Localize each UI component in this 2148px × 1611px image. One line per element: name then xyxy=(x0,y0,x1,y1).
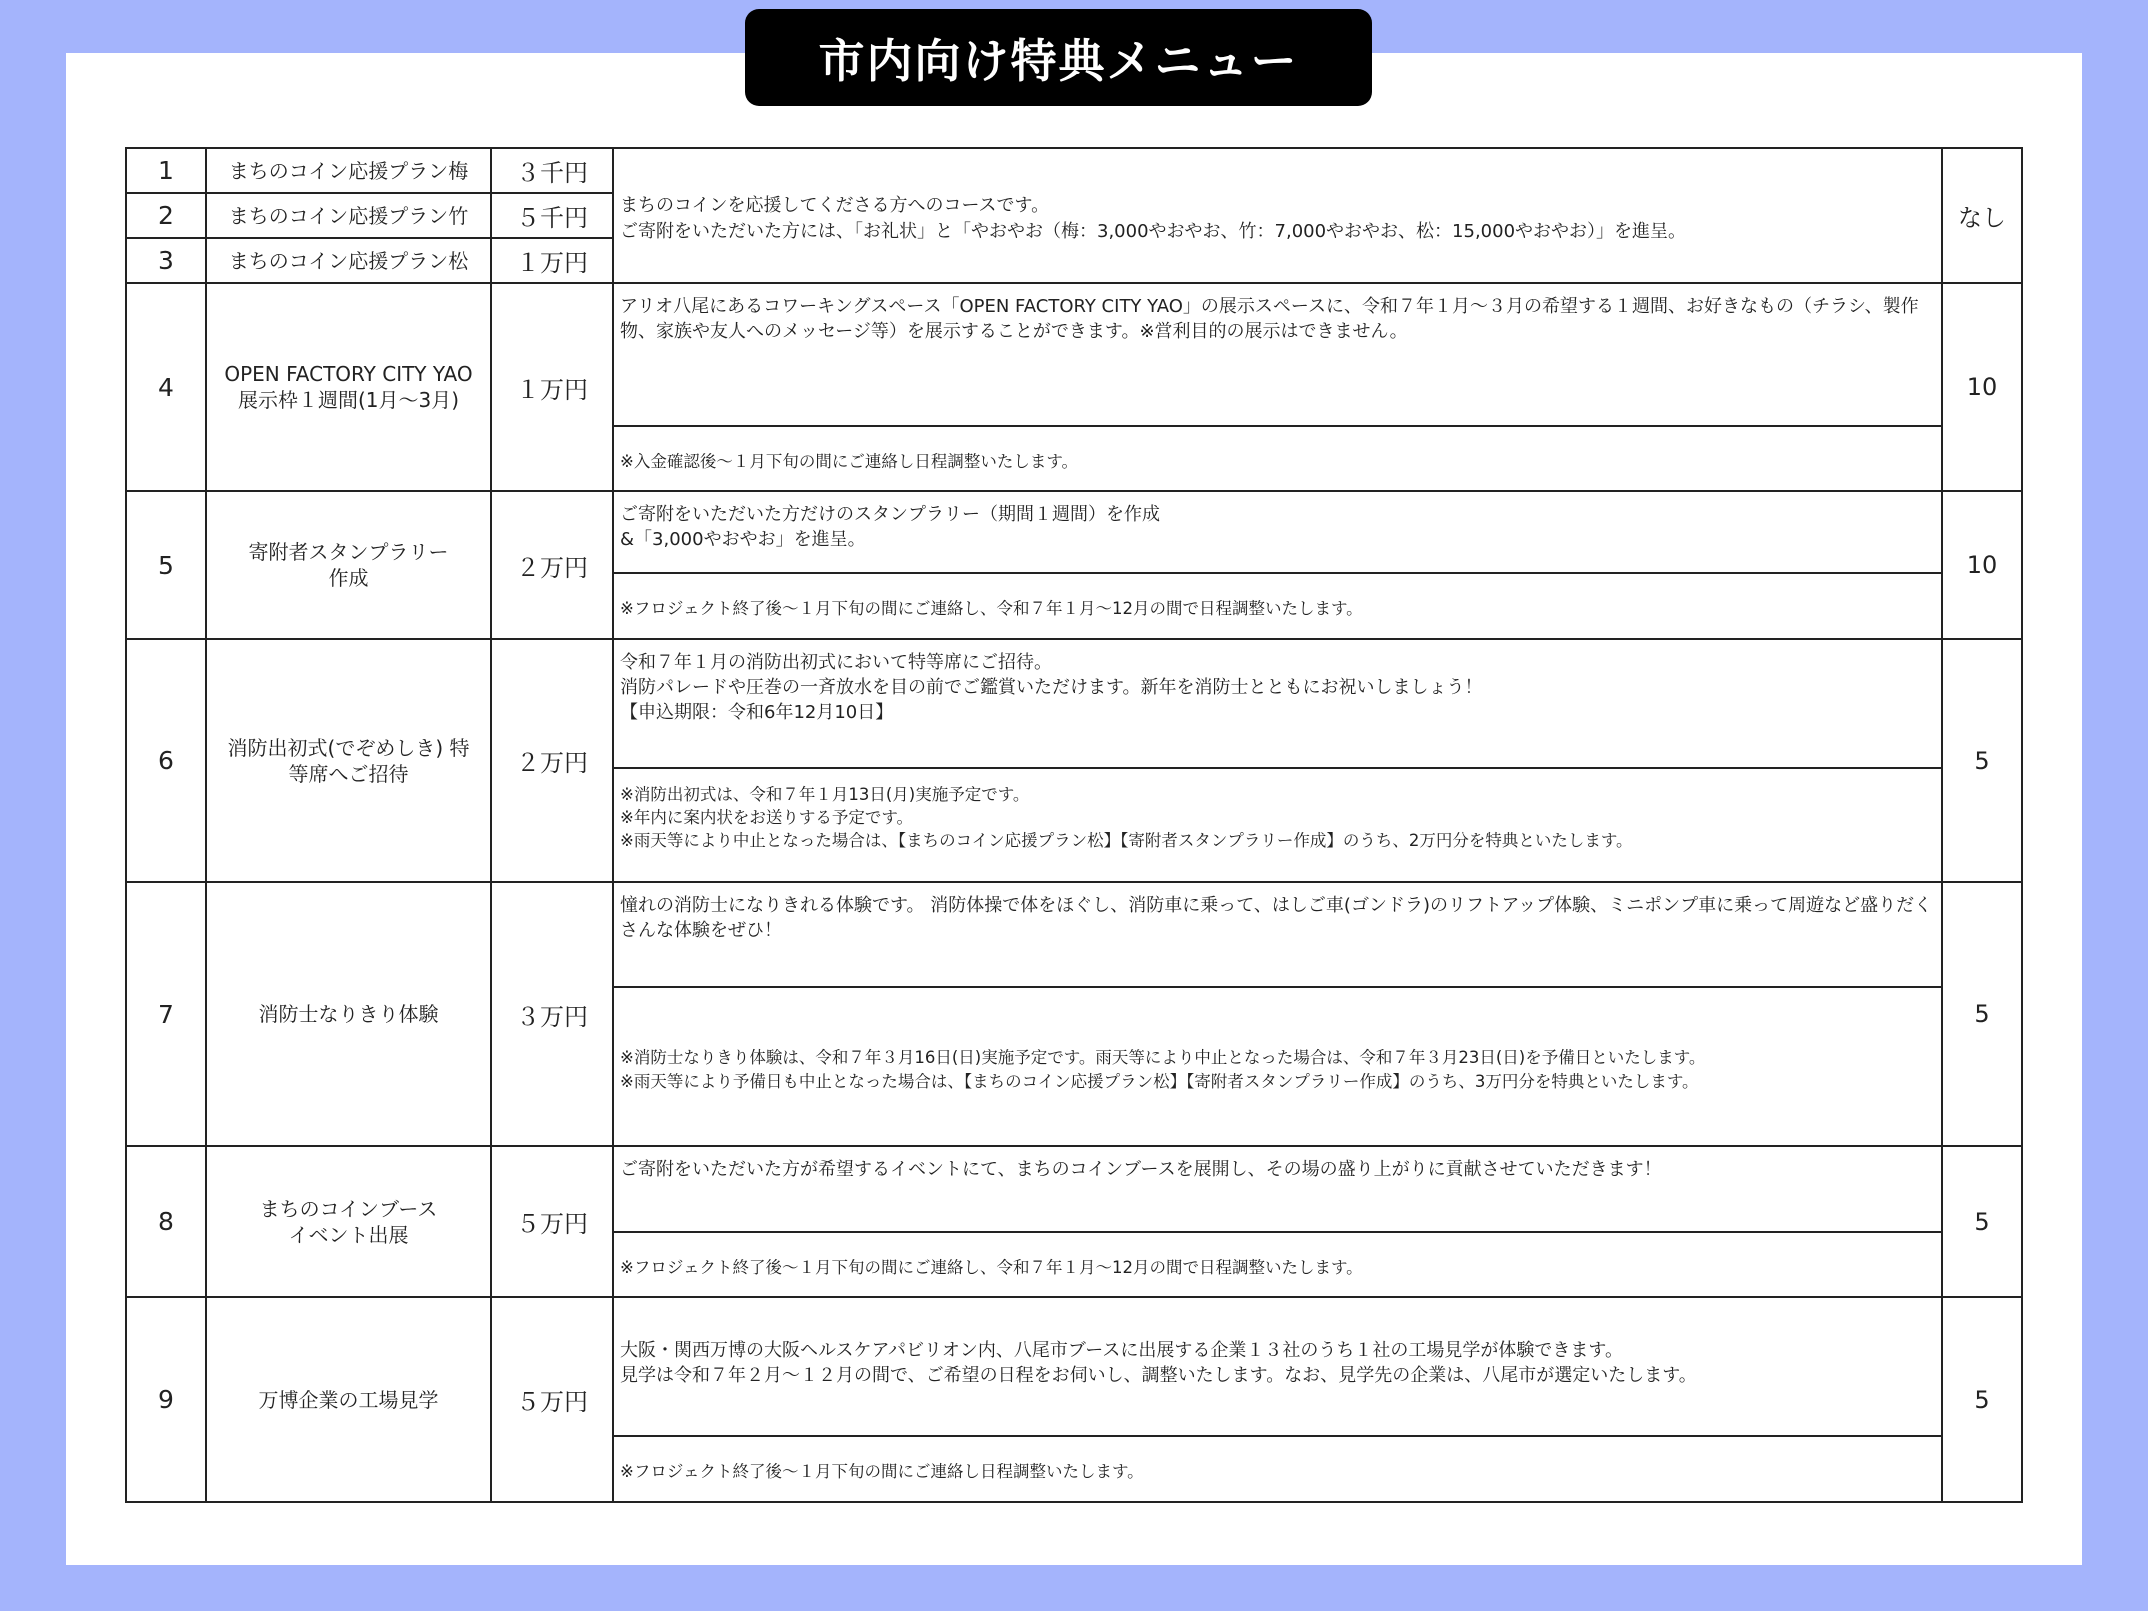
table-row xyxy=(126,882,2022,987)
plan-name: 寄附者スタンプラリー 作成 xyxy=(206,491,491,639)
row-number: 3 xyxy=(126,238,206,283)
table-row xyxy=(126,283,2022,426)
table-row xyxy=(126,1297,2022,1436)
plan-name: まちのコイン応援プラン松 xyxy=(206,238,491,283)
plan-price: ３万円 xyxy=(491,882,613,1146)
row-number: 8 xyxy=(126,1146,206,1297)
plan-name: まちのコイン応援プラン竹 xyxy=(206,193,491,238)
plan-price: ２万円 xyxy=(491,639,613,882)
row-number: 6 xyxy=(126,639,206,882)
table-row xyxy=(126,639,2022,768)
table-row xyxy=(126,148,2022,193)
benefit-menu-table xyxy=(125,147,2023,1503)
plan-note: ※フロジェクト終了後～１月下旬の間にご連絡し、令和７年１月～12月の間で日程調整いたします。 xyxy=(613,1232,1942,1297)
plan-description: 令和７年１月の消防出初式において特等席にご招待。 消防パレードや圧巻の一斉放水を目の前でご鑑賞いただけます。新年を消防士とともにお祝いしましょう！ 【申込期限：令和6年12月10日】 xyxy=(613,639,1942,768)
plan-count: 5 xyxy=(1942,1297,2022,1502)
table-row xyxy=(126,491,2022,573)
plan-price: ５万円 xyxy=(491,1146,613,1297)
row-number: 5 xyxy=(126,491,206,639)
plan-description: 憧れの消防士になりきれる体験です。 消防体操で体をほぐし、消防車に乗って、はしご車(ゴンドラ)のリフトアップ体験、ミニポンプ車に乗って周遊など盛りだくさんな体験をぜひ！ xyxy=(613,882,1942,987)
row-number: 4 xyxy=(126,283,206,491)
plan-note: ※消防士なりきり体験は、令和７年３月16日(日)実施予定です。雨天等により中止となった場合は、令和７年３月23日(日)を予備日といたします。 ※雨天等により予備日も中止となった場合は、【まちのコイン応援プラン松】【寄附者スタンプラリー作成】のうち、3万円分を特典といたします。 xyxy=(613,987,1942,1146)
plan-name: まちのコインブース イベント出展 xyxy=(206,1146,491,1297)
plan-price: １万円 xyxy=(491,283,613,491)
plan-count: なし xyxy=(1942,148,2022,283)
plan-price: ５千円 xyxy=(491,193,613,238)
plan-name: 消防出初式(でぞめしき) 特等席へご招待 xyxy=(206,639,491,882)
plan-count: 10 xyxy=(1942,283,2022,491)
plan-count: 5 xyxy=(1942,1146,2022,1297)
plan-description: まちのコインを応援してくださる方へのコースです。 ご寄附をいただいた方には、「お礼状」と「やおやお（梅：3,000やおやお、竹：7,000やおやお、松：15,000やおやお）」を進呈。 xyxy=(613,148,1942,283)
plan-note: ※フロジェクト終了後～１月下旬の間にご連絡し、令和７年１月～12月の間で日程調整いたします。 xyxy=(613,573,1942,639)
plan-name: まちのコイン応援プラン梅 xyxy=(206,148,491,193)
table-row xyxy=(126,1146,2022,1232)
row-number: 7 xyxy=(126,882,206,1146)
page-title: 市内向け特典メニュー xyxy=(745,9,1372,106)
plan-description: ご寄附をいただいた方だけのスタンプラリー（期間１週間）を作成 &「3,000やおやお」を進呈。 xyxy=(613,491,1942,573)
plan-description: ご寄附をいただいた方が希望するイベントにて、まちのコインブースを展開し、その場の盛り上がりに貢献させていただきます！ xyxy=(613,1146,1942,1232)
row-number: 2 xyxy=(126,193,206,238)
plan-note: ※フロジェクト終了後～１月下旬の間にご連絡し日程調整いたします。 xyxy=(613,1436,1942,1502)
plan-count: 5 xyxy=(1942,882,2022,1146)
plan-name: 万博企業の工場見学 xyxy=(206,1297,491,1502)
plan-name: 消防士なりきり体験 xyxy=(206,882,491,1146)
plan-note: ※消防出初式は、令和７年１月13日(月)実施予定です。 ※年内に案内状をお送りする予定です。 ※雨天等により中止となった場合は、【まちのコイン応援プラン松】【寄附者スタンプラリー作成】のうち、2万円分を特典といたします。 xyxy=(613,768,1942,882)
plan-count: 5 xyxy=(1942,639,2022,882)
plan-description: 大阪・関西万博の大阪ヘルスケアパビリオン内、八尾市ブースに出展する企業１３社のうち１社の工場見学が体験できます。 見学は令和７年２月～１２月の間で、ご希望の日程をお伺いし、調整いたします。なお、見学先の企業は、八尾市が選定いたします。 xyxy=(613,1297,1942,1436)
plan-count: 10 xyxy=(1942,491,2022,639)
row-number: 9 xyxy=(126,1297,206,1502)
plan-price: ２万円 xyxy=(491,491,613,639)
plan-price: １万円 xyxy=(491,238,613,283)
plan-description: アリオ八尾にあるコワーキングスペース「OPEN FACTORY CITY YAO」の展示スペースに、令和７年１月～３月の希望する１週間、お好きなもの（チラシ、製作物、家族や友人へのメッセージ等）を展示することができます。※営利目的の展示はできません。 xyxy=(613,283,1942,426)
plan-price: ３千円 xyxy=(491,148,613,193)
plan-note: ※入金確認後～１月下旬の間にご連絡し日程調整いたします。 xyxy=(613,426,1942,491)
plan-name: OPEN FACTORY CITY YAO 展示枠１週間(1月～3月) xyxy=(206,283,491,491)
plan-price: ５万円 xyxy=(491,1297,613,1502)
row-number: 1 xyxy=(126,148,206,193)
